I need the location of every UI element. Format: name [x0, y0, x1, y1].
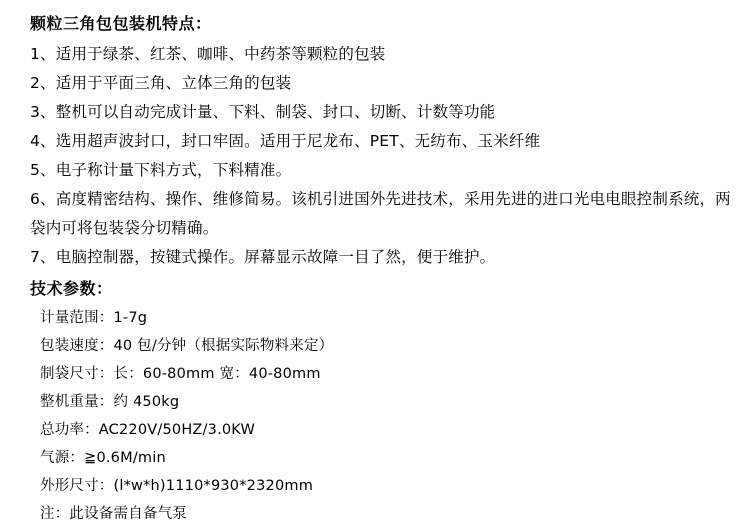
feature-item: 4、选用超声波封口，封口牢固。适用于尼龙布、PET、无纺布、玉米纤维 [30, 132, 541, 150]
feature-item: 5、电子称计量下料方式，下料精准。 [30, 161, 292, 179]
feature-item: 2、适用于平面三角、立体三角的包装 [30, 74, 292, 92]
spec-item: 整机重量：约 450kg [40, 394, 180, 410]
feature-item: 6、高度精密结构、操作、维修简易。该机引进国外先进技术，采用先进的进口光电电眼控制系统，两袋内可将包装袋分切精确。 [30, 190, 731, 237]
spec-item: 计量范围：1-7g [40, 310, 148, 326]
spec-item: 制袋尺寸：长：60-80mm 宽：40-80mm [40, 366, 321, 382]
spec-item: 外形尺寸：(l*w*h)1110*930*2320mm [40, 478, 314, 494]
feature-item: 7、电脑控制器，按键式操作。屏幕显示故障一目了然，便于维护。 [30, 248, 496, 266]
spec-item: 气源：≧0.6M/min [40, 450, 166, 466]
spec-item: 总功率：AC220V/50HZ/3.0KW [40, 422, 256, 438]
specs-heading: 技术参数： [30, 279, 113, 298]
spec-item: 包装速度：40 包/分钟（根据实际物料来定） [40, 338, 334, 354]
specs-list [30, 304, 736, 528]
features-heading: 颗粒三角包包装机特点： [30, 14, 212, 33]
feature-item: 1、适用于绿茶、红茶、咖啡、中药茶等颗粒的包装 [30, 45, 386, 63]
feature-item: 3、整机可以自动完成计量、下料、制袋、封口、切断、计数等功能 [30, 103, 496, 121]
spec-item: 注：此设备需自备气泵 [40, 506, 187, 522]
features-list [30, 40, 736, 272]
